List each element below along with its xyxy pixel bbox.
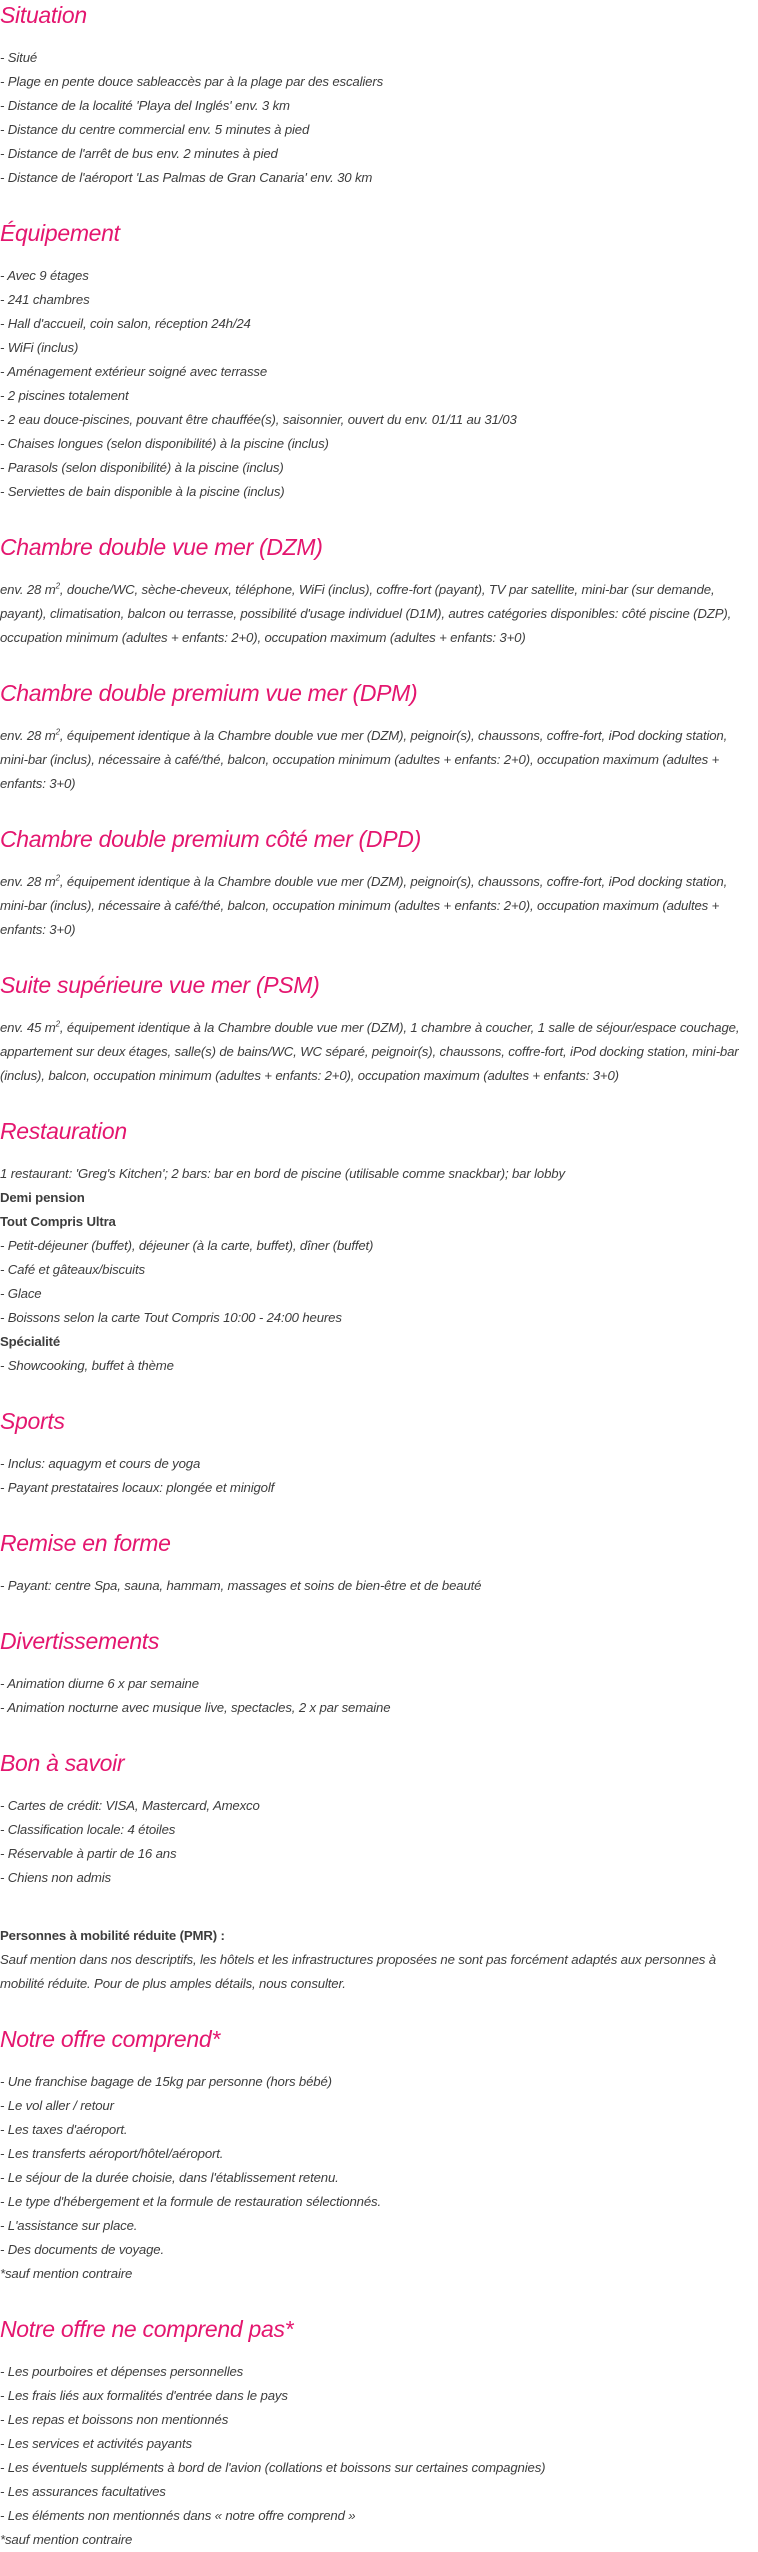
- section-title: Chambre double vue mer (DZM): [0, 534, 323, 560]
- tout-compris-label: Tout Compris Ultra: [0, 1214, 116, 1229]
- list-item: - Cartes de crédit: VISA, Mastercard, Amexco: [0, 1798, 260, 1813]
- list-item: - Des documents de voyage.: [0, 2242, 164, 2257]
- section-title: Chambre double premium vue mer (DPM): [0, 680, 418, 706]
- demi-pension-label: Demi pension: [0, 1190, 85, 1205]
- section-divertissements: [0, 1626, 758, 1720]
- section-room-dpm: [0, 678, 758, 796]
- list-item: - Distance de l'arrêt de bus env. 2 minutes à pied: [0, 146, 278, 161]
- list-item: - Chiens non admis: [0, 1870, 111, 1885]
- section-title: Suite supérieure vue mer (PSM): [0, 972, 320, 998]
- section-room-dpd: [0, 824, 758, 942]
- section-title: Notre offre ne comprend pas*: [0, 2316, 294, 2342]
- room-description: env. 28 $m^2$, douche/WC, sèche-cheveux, téléphone, WiFi (inclus), coffre-fort (payant), TV par satellite, mini-bar (sur demande, payant), climatisation, balcon ou terrasse, possibilité d'usage individuel (D1M), autres catégories disponibles: côté piscine (DZP), occupation minimum (adultes + enfants: 2+0), occupation maximum (adultes + enfants: 3+0): [0, 581, 732, 645]
- section-title: Divertissements: [0, 1628, 160, 1654]
- list-item: - Le séjour de la durée choisie, dans l'établissement retenu.: [0, 2170, 339, 2185]
- section-remise-en-forme: [0, 1528, 758, 1598]
- section-offre-comprend: [0, 2024, 758, 2286]
- list-item: - Petit-déjeuner (buffet), déjeuner (à la carte, buffet), dîner (buffet): [0, 1238, 374, 1253]
- list-item: - L'assistance sur place.: [0, 2218, 138, 2233]
- list-divertissements: [0, 1672, 758, 1720]
- list-item: - Aménagement extérieur soigné avec terrasse: [0, 364, 268, 379]
- restauration-intro: 1 restaurant: 'Greg's Kitchen'; 2 bars: bar en bord de piscine (utilisable comme snackbar); bar lobby: [0, 1166, 565, 1181]
- list-item: - Une franchise bagage de 15kg par personne (hors bébé): [0, 2074, 332, 2089]
- bon-a-savoir-body: [0, 1794, 758, 1996]
- section-title: Notre offre comprend*: [0, 2026, 220, 2052]
- section-offre-ne-comprend-pas: [0, 2314, 758, 2552]
- section-title: Sports: [0, 1408, 65, 1434]
- section-situation: [0, 0, 758, 190]
- list-item: - Les assurances facultatives: [0, 2484, 166, 2499]
- section-title: Équipement: [0, 220, 120, 246]
- list-item: - Situé: [0, 50, 38, 65]
- list-item: - Les frais liés aux formalités d'entrée dans le pays: [0, 2388, 288, 2403]
- section-bon-a-savoir: [0, 1748, 758, 1996]
- section-equipement: [0, 218, 758, 504]
- list-item: - Glace: [0, 1286, 42, 1301]
- section-restauration: [0, 1116, 758, 1378]
- list-item: - Café et gâteaux/biscuits: [0, 1262, 145, 1277]
- list-bon-a-savoir: [0, 1794, 758, 1890]
- list-item: - Boissons selon la carte Tout Compris 10:00 - 24:00 heures: [0, 1310, 342, 1325]
- list-item: - Payant prestataires locaux: plongée et minigolf: [0, 1480, 275, 1495]
- list-item: - Le vol aller / retour: [0, 2098, 114, 2113]
- specialite-label: Spécialité: [0, 1334, 61, 1349]
- list-item: - Distance de l'aéroport 'Las Palmas de Gran Canaria' env. 30 km: [0, 170, 373, 185]
- room-description: env. 28 $m^2$, équipement identique à la Chambre double vue mer (DZM), peignoir(s), chaussons, coffre-fort, iPod docking station, mini-bar (inclus), nécessaire à café/thé, balcon, occupation minimum (adultes + enfants: 2+0), occupation maximum (adultes + enfants: 3+0): [0, 873, 728, 937]
- list-item: - WiFi (inclus): [0, 340, 79, 355]
- pmr-title: Personnes à mobilité réduite (PMR) :: [0, 1928, 225, 1943]
- list-item: - Inclus: aquagym et cours de yoga: [0, 1456, 201, 1471]
- section-title: Restauration: [0, 1118, 127, 1144]
- list-offre-ne-comprend-pas: [0, 2360, 758, 2552]
- list-item: - 241 chambres: [0, 292, 90, 307]
- list-item: - 2 eau douce-piscines, pouvant être chauffée(s), saisonnier, ouvert du env. 01/11 au 31/03: [0, 412, 517, 427]
- list-item: - Avec 9 étages: [0, 268, 89, 283]
- list-situation: [0, 46, 758, 190]
- list-item: - Animation nocturne avec musique live, spectacles, 2 x par semaine: [0, 1700, 391, 1715]
- list-tout-compris: [0, 1234, 758, 1330]
- list-item: - Les repas et boissons non mentionnés: [0, 2412, 229, 2427]
- pmr-text: Sauf mention dans nos descriptifs, les hôtels et les infrastructures proposées ne sont pas forcément adaptés aux personnes à mobilité réduite. Pour de plus amples détails, nous consulter.: [0, 1952, 716, 1991]
- section-title: Remise en forme: [0, 1530, 171, 1556]
- list-offre-comprend: [0, 2070, 758, 2286]
- list-item: - Les éléments non mentionnés dans « notre offre comprend »: [0, 2508, 356, 2523]
- list-item: *sauf mention contraire: [0, 2266, 133, 2281]
- room-description: env. 28 $m^2$, équipement identique à la Chambre double vue mer (DZM), peignoir(s), chaussons, coffre-fort, iPod docking station, mini-bar (inclus), nécessaire à café/thé, balcon, occupation minimum (adultes + enfants: 2+0), occupation maximum (adultes + enfants: 3+0): [0, 727, 728, 791]
- list-item: - Classification locale: 4 étoiles: [0, 1822, 176, 1837]
- restauration-body: [0, 1162, 758, 1378]
- list-item: - Animation diurne 6 x par semaine: [0, 1676, 199, 1691]
- list-item: - Les taxes d'aéroport.: [0, 2122, 128, 2137]
- list-sports: [0, 1452, 758, 1500]
- list-item: - Le type d'hébergement et la formule de restauration sélectionnés.: [0, 2194, 381, 2209]
- section-title: Bon à savoir: [0, 1750, 125, 1776]
- list-item: - 2 piscines totalement: [0, 388, 129, 403]
- list-item: - Les éventuels suppléments à bord de l'avion (collations et boissons sur certaines compagnies): [0, 2460, 546, 2475]
- list-remise: [0, 1574, 758, 1598]
- list-item: - Chaises longues (selon disponibilité) à la piscine (inclus): [0, 436, 329, 451]
- list-item: - Payant: centre Spa, sauna, hammam, massages et soins de bien-être et de beauté: [0, 1578, 482, 1593]
- list-item: - Hall d'accueil, coin salon, réception 24h/24: [0, 316, 251, 331]
- list-item: - Les services et activités payants: [0, 2436, 192, 2451]
- section-title: Chambre double premium côté mer (DPD): [0, 826, 421, 852]
- section-room-psm: [0, 970, 758, 1088]
- list-item: - Distance du centre commercial env. 5 minutes à pied: [0, 122, 310, 137]
- list-item: - Réservable à partir de 16 ans: [0, 1846, 177, 1861]
- section-title: Situation: [0, 2, 87, 28]
- room-description: env. 45 $m^2$, équipement identique à la Chambre double vue mer (DZM), 1 chambre à coucher, 1 salle de séjour/espace couchage, appartement sur deux étages, salle(s) de bains/WC, WC séparé, peignoir(s), chaussons, coffre-fort, iPod docking station, mini-bar (inclus), balcon, occupation minimum (adultes + enfants: 2+0), occupation maximum (adultes + enfants: 3+0): [0, 1019, 740, 1083]
- list-item: *sauf mention contraire: [0, 2532, 133, 2547]
- list-item: - Showcooking, buffet à thème: [0, 1358, 174, 1373]
- list-item: - Les pourboires et dépenses personnelles: [0, 2364, 244, 2379]
- list-item: - Parasols (selon disponibilité) à la piscine (inclus): [0, 460, 284, 475]
- list-item: - Distance de la localité 'Playa del Inglés' env. 3 km: [0, 98, 290, 113]
- list-specialite: [0, 1354, 758, 1378]
- list-item: - Serviettes de bain disponible à la piscine (inclus): [0, 484, 285, 499]
- list-equipement: [0, 264, 758, 504]
- list-item: - Les transferts aéroport/hôtel/aéroport.: [0, 2146, 224, 2161]
- section-sports: [0, 1406, 758, 1500]
- section-room-dzm: [0, 532, 758, 650]
- list-item: - Plage en pente douce sableaccès par à la plage par des escaliers: [0, 74, 384, 89]
